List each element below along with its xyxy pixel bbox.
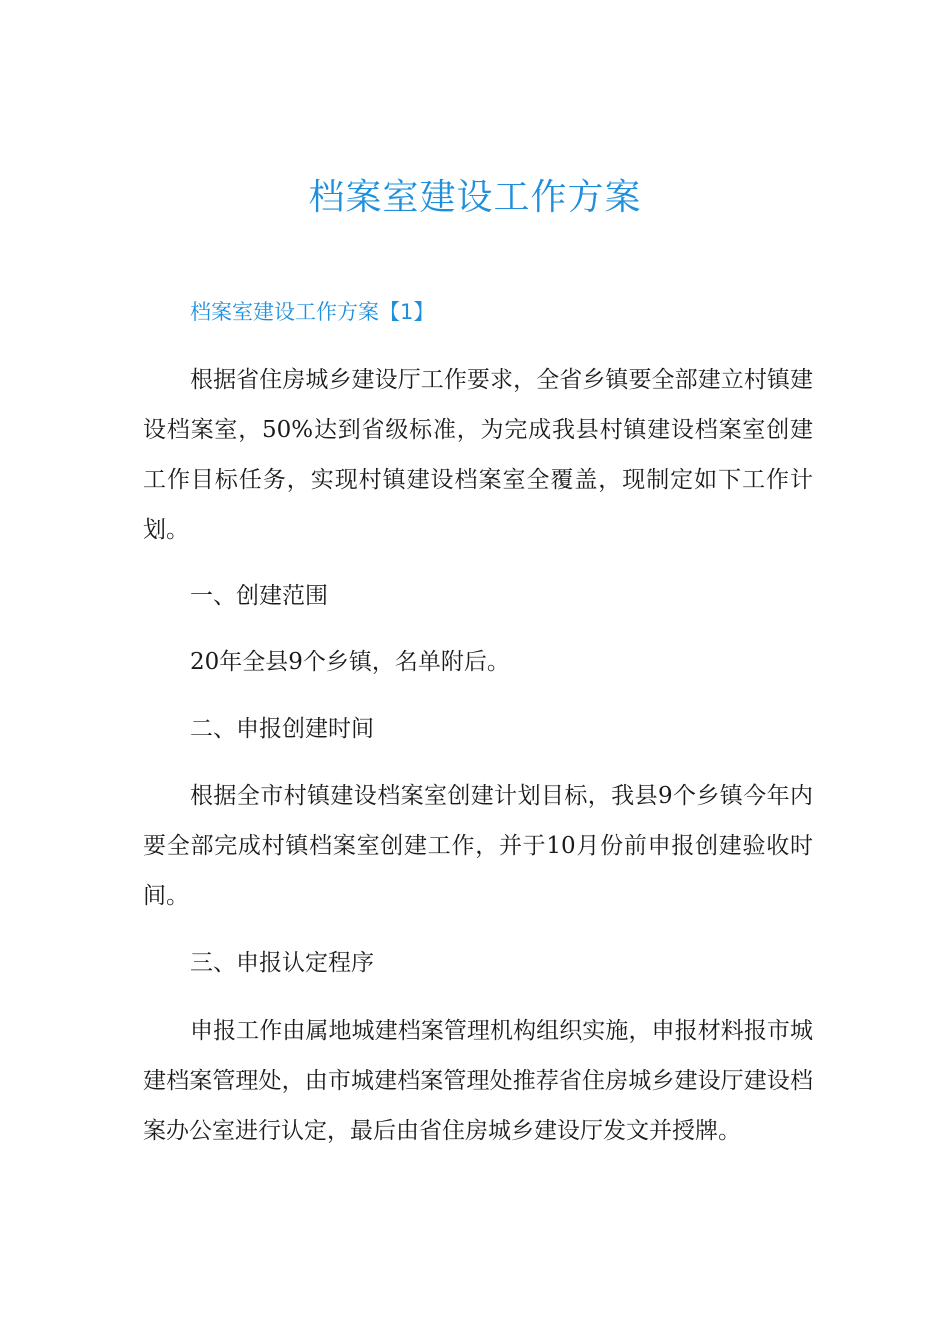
scope-paragraph: 20年全县9个乡镇，名单附后。 [190,649,510,675]
document-title: 档案室建设工作方案 [308,177,642,218]
procedure-paragraph: 申报工作由属地城建档案管理机构组织实施，申报材料报市城建档案管理处，由市城建档案管理处推荐省住房城乡建设厅建设档案办公室进行认定，最后由省住房城乡建设厅发文并授牌。 [143,1018,813,1144]
heading-scope: 一、创建范围 [190,583,328,609]
timing-paragraph: 根据全市村镇建设档案室创建计划目标，我县9个乡镇今年内要全部完成村镇档案室创建工作，并于10月份前申报创建验收时间。 [143,783,813,909]
heading-timing: 二、申报创建时间 [190,716,374,742]
intro-paragraph: 根据省住房城乡建设厅工作要求，全省乡镇要全部建立村镇建设档案室，50%达到省级标准，为完成我县村镇建设档案室创建工作目标任务，实现村镇建设档案室全覆盖，现制定如下工作计划。 [143,367,813,543]
heading-procedure: 三、申报认定程序 [190,950,374,976]
section-heading: 档案室建设工作方案【1】 [190,300,435,324]
